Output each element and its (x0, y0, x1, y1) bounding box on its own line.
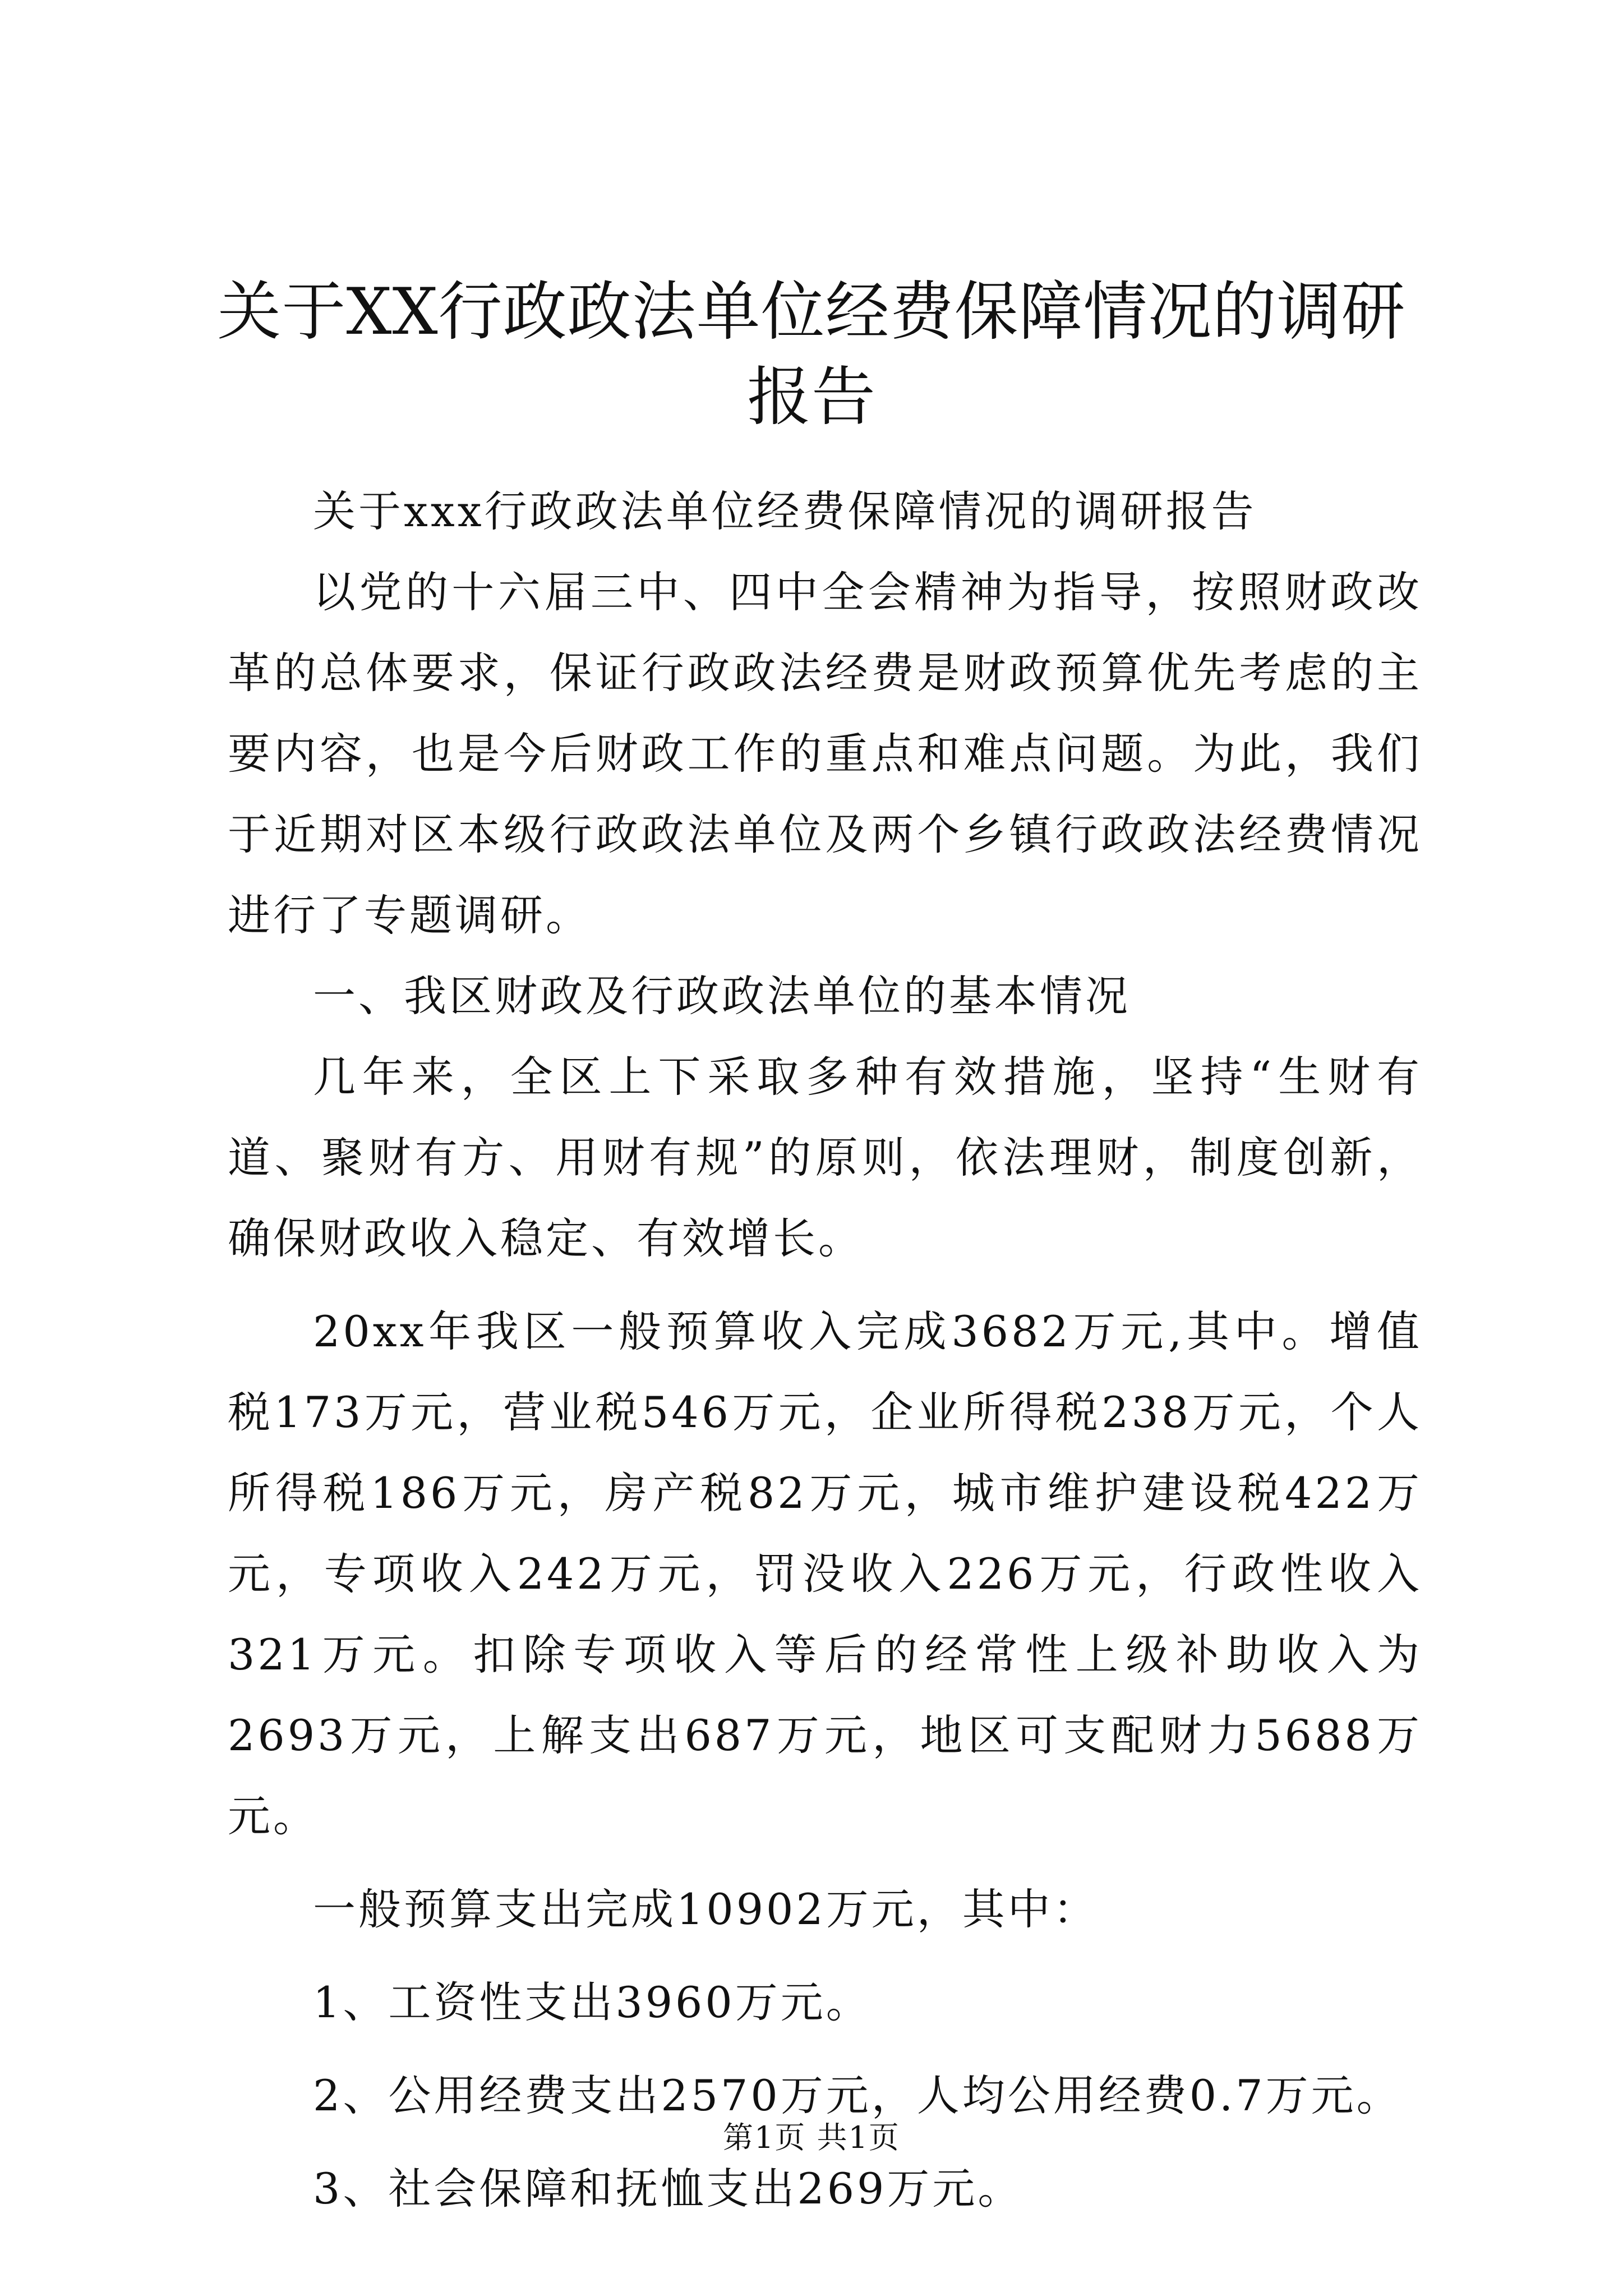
paragraph-overview: 几年来，全区上下采取多种有效措施，坚持“生财有道、聚财有方、用财有规”的原则，依法理财，制度创新，确保财政收入稳定、有效增长。 (228, 1052, 1422, 1263)
paragraph-expenditure: 一般预算支出完成10902万元，其中： (313, 1884, 1099, 1934)
page-footer: 第1页 共1页 (723, 2120, 900, 2155)
list-item-2: 2、公用经费支出2570万元，人均公用经费0.7万元。 (313, 2070, 1402, 2120)
paragraph-intro: 以党的十六届三中、四中全会精神为指导，按照财政改革的总体要求，保证行政政法经费是财政预算优先考虑的主要内容，也是今后财政工作的重点和难点问题。为此，我们于近期对区本级行政政法单位及两个乡镇行政政法经费情况进行了专题调研。 (228, 567, 1422, 940)
list-item-1: 1、工资性支出3960万元。 (313, 1977, 872, 2027)
document-title: 关于XX行政政法单位经费保障情况的调研报告 (217, 274, 1406, 434)
section-heading-1: 一、我区财政及行政政法单位的基本情况 (313, 971, 1131, 1021)
document-body (228, 471, 1422, 2229)
list-item-3: 3、社会保障和抚恤支出269万元。 (313, 2164, 1023, 2214)
paragraph-subtitle: 关于xxx行政政法单位经费保障情况的调研报告 (313, 486, 1257, 536)
paragraph-revenue: 20xx年我区一般预算收入完成3682万元,其中。增值税173万元，营业税546万元，企业所得税238万元，个人所得税186万元，房产税82万元，城市维护建设税422万元，专项收入242万元，罚没收入226万元，行政性收入321万元。扣除专项收入等后的经常性上级补助收入为2693万元，上解支出687万元，地区可支配财力5688万元。 (228, 1306, 1422, 1841)
